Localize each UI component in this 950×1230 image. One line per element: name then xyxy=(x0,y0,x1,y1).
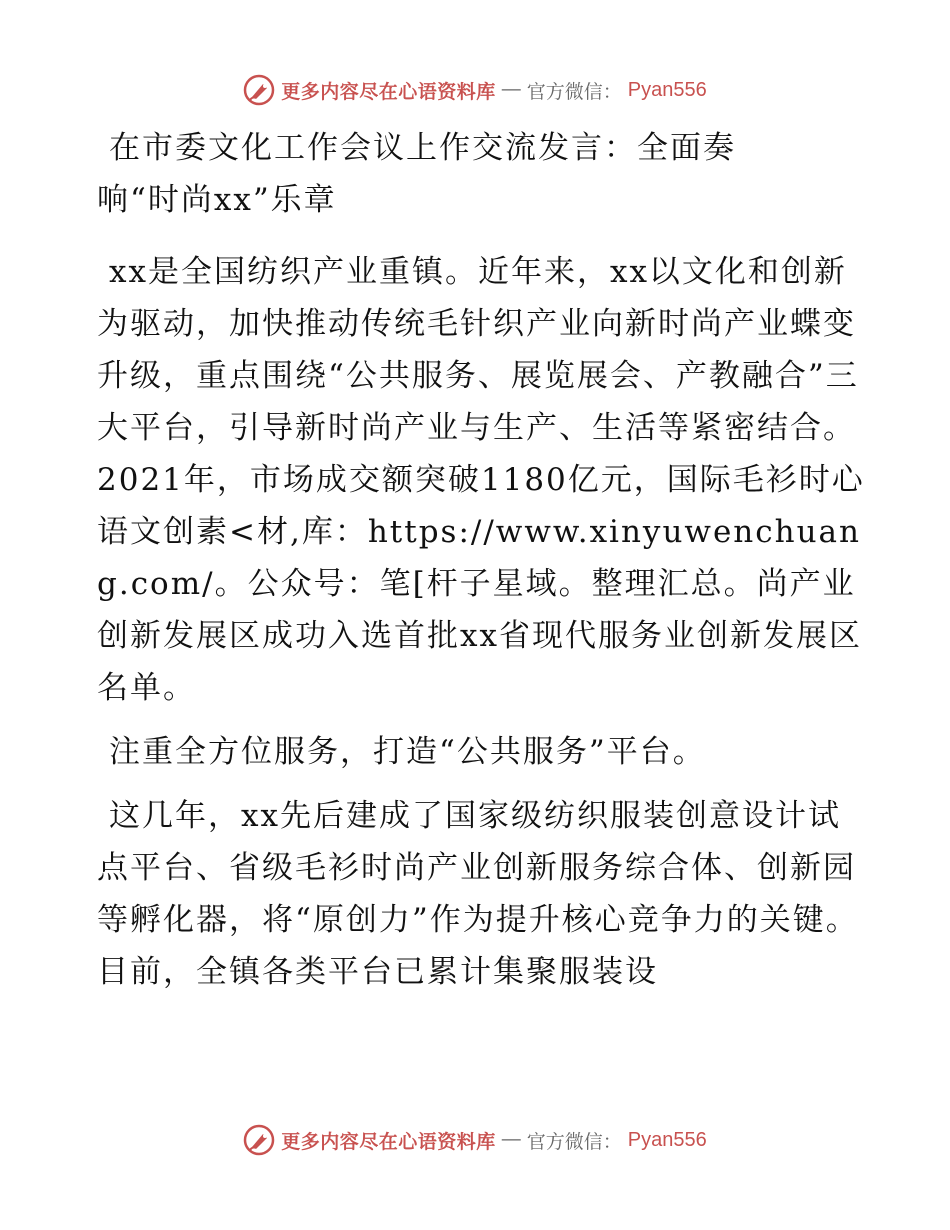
paragraph: 这几年，xx先后建成了国家级纺织服装创意设计试点平台、省级毛衫时尚产业创新服务综合体、创新园等孵化器，将“原创力”作为提升核心竞争力的关键。目前，全镇各类平台已累计集聚服装设 xyxy=(97,798,859,990)
banner-content xyxy=(243,1124,707,1156)
pen-nib-logo-icon xyxy=(243,74,275,106)
banner-separator: — xyxy=(501,1129,521,1150)
footer-watermark-banner xyxy=(0,1120,950,1160)
pen-nib-logo-icon xyxy=(243,1124,275,1156)
banner-text: 更多内容尽在心语资料库 xyxy=(281,1131,496,1153)
banner-label: 官方微信： xyxy=(526,81,622,103)
banner-wechat-handle: Pyan556 xyxy=(627,78,707,101)
banner-wechat-handle: Pyan556 xyxy=(627,1128,707,1151)
document-body xyxy=(97,122,867,1010)
document-title: 在市委文化工作会议上作交流发言：全面奏响“时尚xx”乐章 xyxy=(97,130,736,218)
header-watermark-banner xyxy=(0,70,950,110)
paragraph: xx是全国纺织产业重镇。近年来，xx以文化和创新为驱动，加快推动传统毛针织产业向新时尚产业蝶变升级，重点围绕“公共服务、展览展会、产教融合”三大平台，引导新时尚产业与生产、生活等紧密结合。2021年，市场成交额突破1180亿元，国际毛衫时心语文创素<材,库：https://www.xinyuwenchuang.com/。公众号：笔[杆子星域。整理汇总。尚产业创新发展区成功入选首批xx省现代服务业创新发展区名单。 xyxy=(97,254,865,706)
banner-label: 官方微信： xyxy=(526,1131,622,1153)
banner-content xyxy=(243,74,707,106)
banner-separator: — xyxy=(501,79,521,100)
banner-text: 更多内容尽在心语资料库 xyxy=(281,81,496,103)
paragraph: 注重全方位服务，打造“公共服务”平台。 xyxy=(109,734,706,770)
